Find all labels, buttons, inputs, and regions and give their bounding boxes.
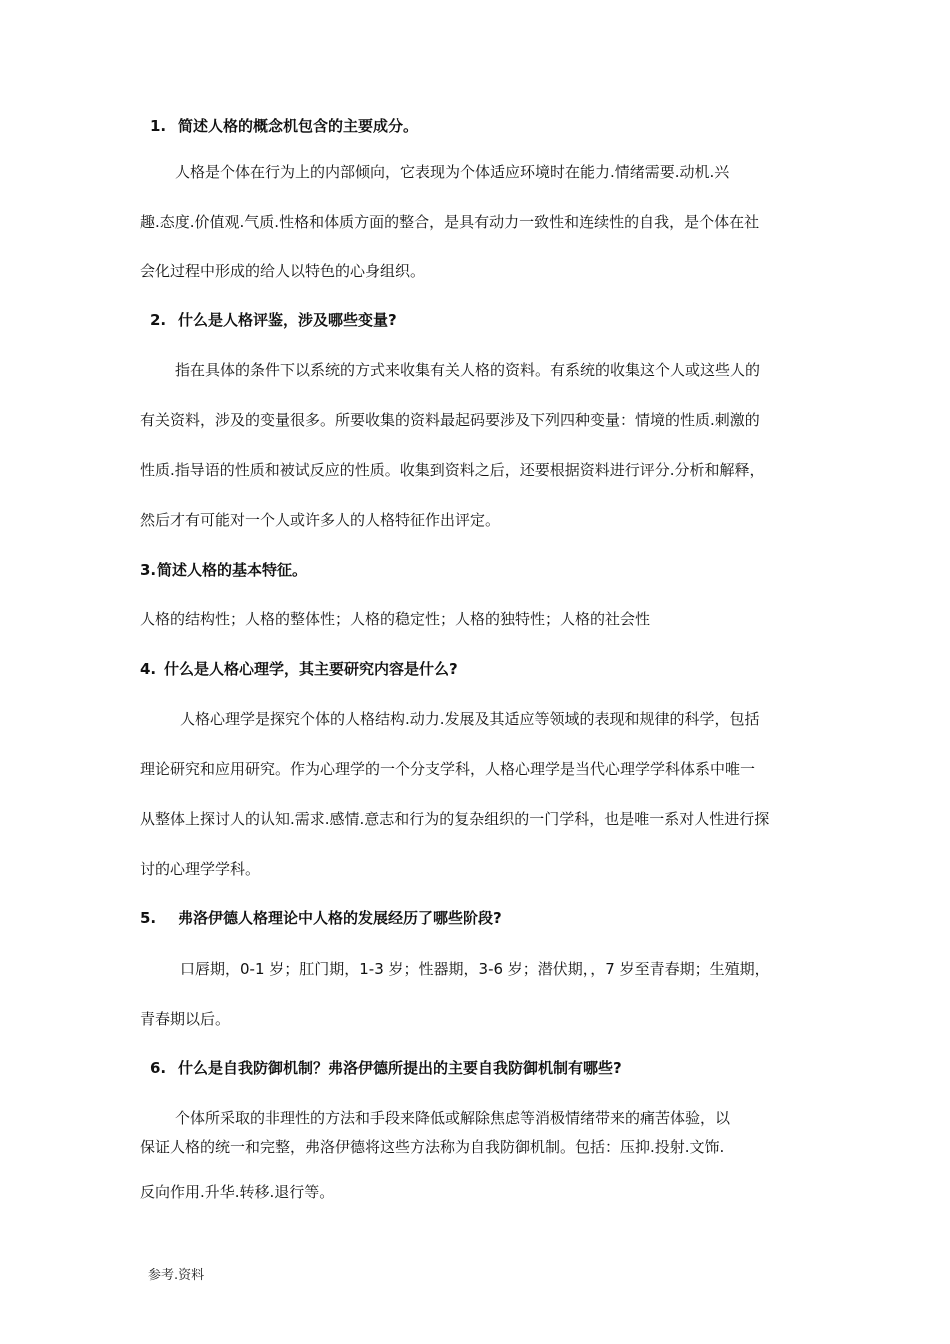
question-2-heading [150, 310, 397, 330]
question-4-heading [140, 659, 458, 679]
answer-2-line-1: 指在具体的条件下以系统的方式来收集有关人格的资料。有系统的收集这个人或这些人的 [175, 361, 761, 379]
answer-2-line-4: 然后才有可能对一个人或许多人的人格特征作出评定。 [140, 511, 501, 529]
question-title: 简述人格的基本特征。 [157, 561, 308, 579]
question-5-heading [140, 908, 502, 928]
question-title: 什么是自我防御机制？弗洛伊德所提出的主要自我防御机制有哪些? [178, 1059, 622, 1077]
question-title: 简述人格的概念机包含的主要成分。 [178, 117, 419, 135]
answer-5-line-2: 青春期以后。 [140, 1010, 231, 1028]
answer-6-line-1: 个体所采取的非理性的方法和手段来降低或解除焦虑等消极情绪带来的痛苦体验，以 [175, 1109, 731, 1127]
question-number: 6. [150, 1059, 167, 1077]
question-number: 4. [140, 660, 157, 678]
answer-1-line-2: 趣.态度.价值观.气质.性格和体质方面的整合，是具有动力一致性和连续性的自我，是个体在社 [140, 213, 760, 231]
question-number: 5. [140, 909, 157, 927]
answer-4-line-1: 人格心理学是探究个体的人格结构.动力.发展及其适应等领域的表现和规律的科学，包括 [180, 710, 760, 728]
answer-5-line-1: 口唇期，0-1 岁；肛门期，1-3 岁；性器期，3-6 岁；潜伏期，，7 岁至青春期；生殖期， [180, 960, 770, 978]
question-number: 1. [150, 117, 167, 135]
answer-2-line-3: 性质.指导语的性质和被试反应的性质。收集到资料之后，还要根据资料进行评分.分析和解释， [140, 461, 765, 479]
question-6-heading [150, 1058, 622, 1078]
answer-6-line-2: 保证人格的统一和完整，弗洛伊德将这些方法称为自我防御机制。包括：压抑.投射.文饰. [140, 1138, 725, 1156]
page-footer: 参考.资料 [148, 1268, 205, 1283]
question-number: 3. [140, 561, 157, 579]
question-title: 什么是人格心理学，其主要研究内容是什么? [164, 660, 458, 678]
question-3-heading [140, 560, 307, 580]
question-title: 什么是人格评鉴，涉及哪些变量? [178, 311, 397, 329]
answer-4-line-2: 理论研究和应用研究。作为心理学的一个分支学科，人格心理学是当代心理学学科体系中唯一 [140, 760, 756, 778]
answer-1-line-1: 人格是个体在行为上的内部倾向，它表现为个体适应环境时在能力.情绪需要.动机.兴 [175, 163, 730, 181]
answer-3-line-1: 人格的结构性；人格的整体性；人格的稳定性；人格的独特性；人格的社会性 [140, 610, 651, 628]
question-number: 2. [150, 311, 167, 329]
answer-1-line-3: 会化过程中形成的给人以特色的心身组织。 [140, 262, 426, 280]
answer-4-line-3: 从整体上探讨人的认知.需求.感情.意志和行为的复杂组织的一门学科，也是唯一系对人性进行探 [140, 810, 770, 828]
question-title: 弗洛伊德人格理论中人格的发展经历了哪些阶段? [178, 909, 502, 927]
answer-6-line-3: 反向作用.升华.转移.退行等。 [140, 1183, 335, 1201]
answer-2-line-2: 有关资料，涉及的变量很多。所要收集的资料最起码要涉及下列四种变量：情境的性质.刺激的 [140, 411, 760, 429]
question-1-heading [150, 116, 418, 136]
answer-4-line-4: 讨的心理学学科。 [140, 860, 261, 878]
